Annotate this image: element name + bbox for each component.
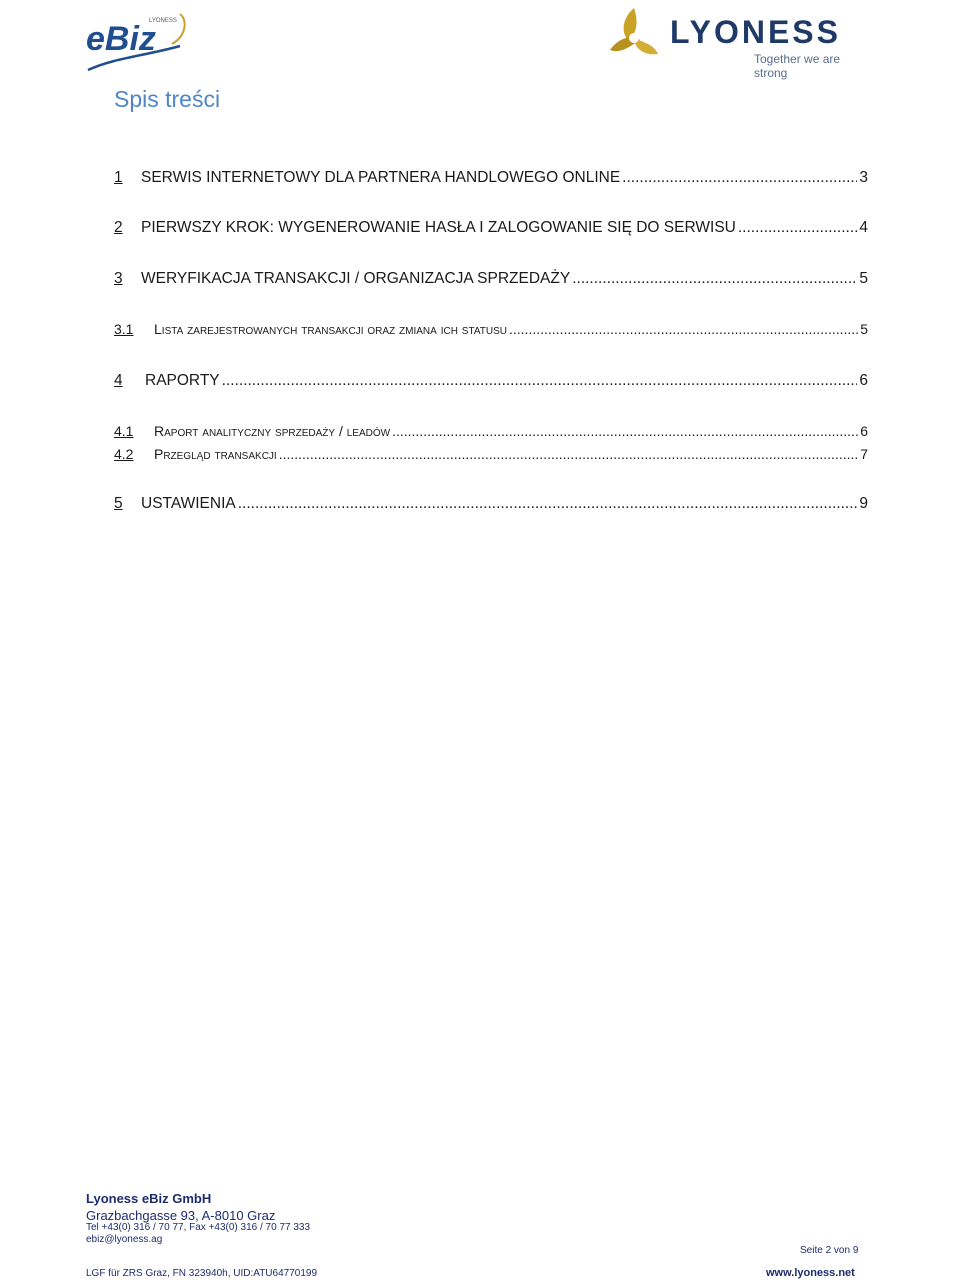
toc-entry-label: Przegląd transakcji [154, 446, 277, 462]
footer-email[interactable]: ebiz@lyoness.ag [86, 1234, 163, 1245]
lyoness-emblem-icon [604, 4, 664, 66]
toc-entry-4-2[interactable] [114, 446, 868, 462]
toc-entry-5[interactable] [114, 495, 868, 513]
toc-entry-4[interactable] [114, 372, 868, 390]
toc-leader-dots [222, 372, 858, 390]
toc-entry-page: 7 [860, 446, 868, 462]
toc-entry-page: 5 [860, 321, 868, 337]
toc-leader-dots [738, 219, 858, 237]
footer-phone: Tel +43(0) 316 / 70 77, Fax +43(0) 316 / 70 77 333 [86, 1222, 311, 1233]
toc-entry-4-1[interactable] [114, 423, 868, 439]
toc-entry-2[interactable] [114, 219, 868, 237]
toc-leader-dots [279, 446, 859, 462]
toc-entry-label: Lista zarejestrowanych transakcji oraz zmiana ich statusu [154, 321, 507, 337]
ebiz-logo-small-text: LYONESS [149, 18, 177, 24]
toc-entry-label: WERYFIKACJA TRANSAKCJI / ORGANIZACJA SPRZEDAŻY [141, 270, 571, 287]
toc-entry-number: 4.2 [114, 446, 134, 462]
toc-entry-label: USTAWIENIA [141, 495, 236, 512]
footer-company: Lyoness eBiz GmbH [86, 1191, 212, 1206]
toc-title: Spis treści [114, 86, 221, 112]
toc-entry-number: 3.1 [114, 321, 134, 337]
toc-entry-3-1[interactable] [114, 321, 868, 337]
toc-entry-number: 4.1 [114, 423, 134, 439]
footer-legal: LGF für ZRS Graz, FN 323940h, UID:ATU64770199 [86, 1268, 318, 1279]
toc-entry-page: 3 [859, 169, 868, 186]
toc-entry-label: SERWIS INTERNETOWY DLA PARTNERA HANDLOWEGO ONLINE [141, 169, 621, 186]
toc-entry-label: Raport analityczny sprzedaży / leadów [154, 423, 391, 439]
toc-leader-dots [238, 495, 858, 513]
toc-entry-number: 2 [114, 219, 123, 236]
footer-website-link[interactable]: www.lyoness.net [766, 1267, 855, 1279]
toc-entry-page: 6 [859, 372, 868, 389]
toc-entry-label: PIERWSZY KROK: WYGENEROWANIE HASŁA I ZALOGOWANIE SIĘ DO SERWISU [141, 219, 736, 236]
lyoness-logo-text: LYONESS [670, 14, 841, 50]
toc-entry-number: 5 [114, 495, 123, 512]
toc-entry-label: RAPORTY [145, 372, 220, 389]
toc-leader-dots [392, 423, 858, 439]
ebiz-logo [84, 6, 194, 72]
ebiz-logo-text: eBiz [86, 20, 156, 58]
footer-address: Grazbachgasse 93, A-8010 Graz [86, 1208, 276, 1223]
toc-leader-dots [622, 169, 857, 187]
toc-leader-dots [509, 321, 858, 337]
toc-entry-page: 6 [860, 423, 868, 439]
toc-entry-page: 4 [859, 219, 868, 236]
toc-entry-3[interactable] [114, 270, 868, 288]
toc-entry-page: 9 [859, 495, 868, 512]
lyoness-tagline: Together we are strong [754, 52, 841, 80]
toc-entry-1[interactable] [114, 169, 868, 187]
toc-leader-dots [572, 270, 857, 288]
toc-entry-number: 4 [114, 372, 123, 389]
lyoness-logo [604, 4, 872, 80]
toc-entry-page: 5 [859, 270, 868, 287]
toc-entry-number: 1 [114, 169, 123, 186]
footer-page-number: Seite 2 von 9 [800, 1245, 859, 1256]
toc-entry-number: 3 [114, 270, 123, 287]
